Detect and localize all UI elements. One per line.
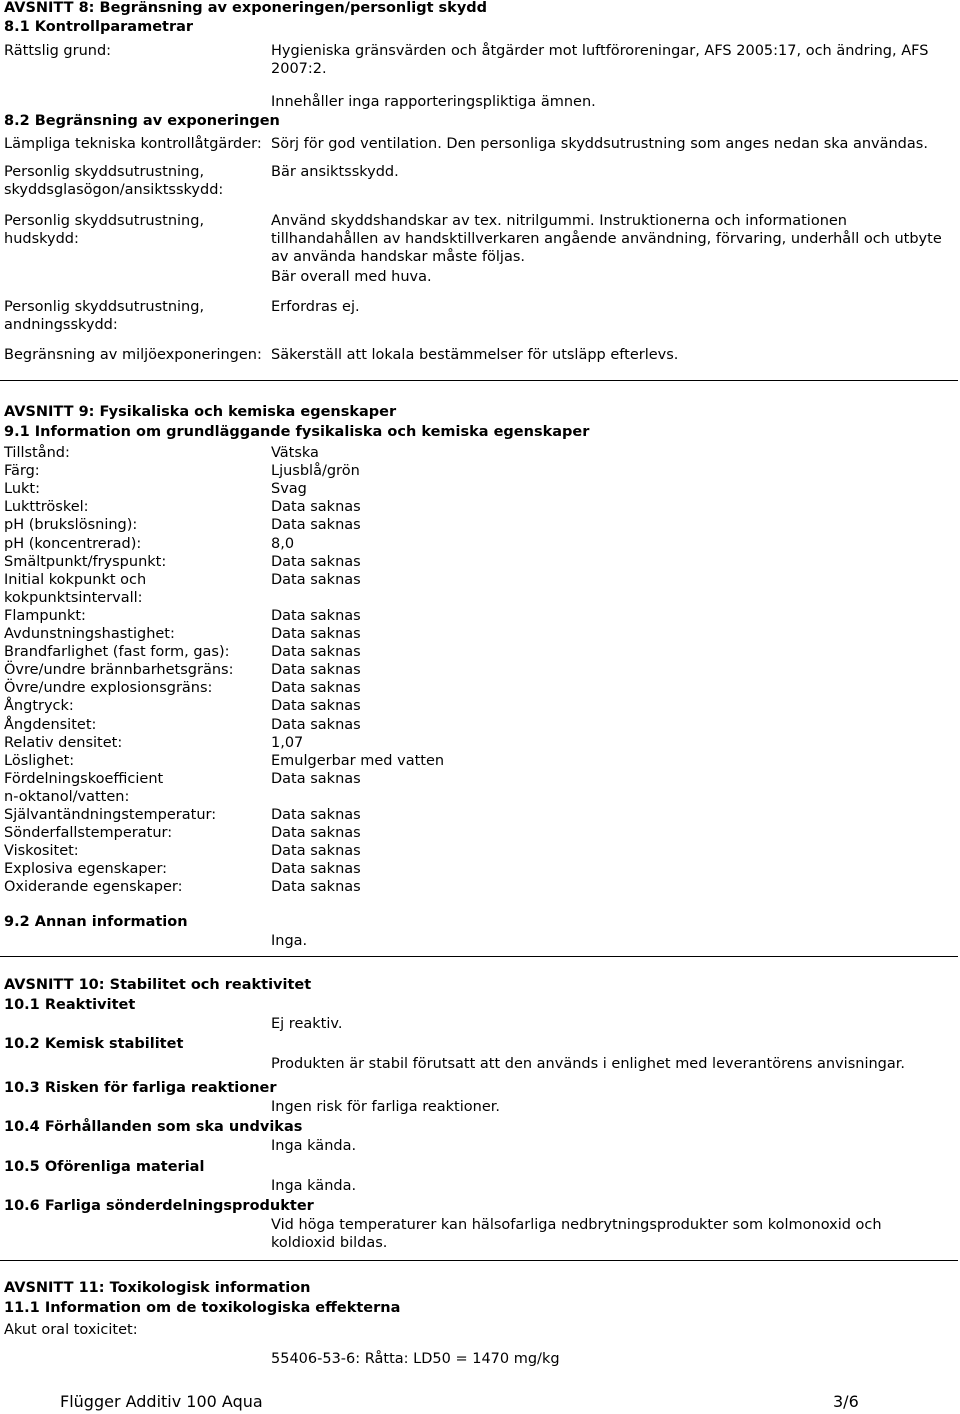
property-value: 8,0 bbox=[271, 535, 295, 552]
property-label: Lukttröskel: bbox=[4, 499, 89, 516]
property-value: Data saknas bbox=[271, 879, 361, 896]
property-value: Data saknas bbox=[271, 680, 361, 697]
section-divider bbox=[0, 956, 958, 957]
chemical-stability-title: 10.2 Kemisk stabilitet bbox=[4, 1036, 184, 1052]
other-information-value: Inga. bbox=[271, 933, 308, 949]
property-label: Initial kokpunkt och kokpunktsintervall: bbox=[4, 571, 147, 606]
property-value: Data saknas bbox=[271, 626, 361, 642]
property-value: Data saknas bbox=[271, 644, 361, 661]
section-11-heading: AVSNITT 11: Toxikologisk information bbox=[4, 1280, 311, 1296]
property-label: Löslighet: bbox=[4, 752, 75, 769]
incompatible-materials-value: Inga kända. bbox=[271, 1178, 357, 1194]
reporting-substances-note: Innehåller inga rapporteringspliktiga ämnen. bbox=[271, 94, 596, 110]
property-label: Färg: bbox=[4, 463, 40, 480]
property-label: Självantändningstemperatur: bbox=[4, 807, 217, 823]
property-value: Ljusblå/grön bbox=[271, 463, 360, 480]
decomposition-products-title: 10.6 Farliga sönderdelningsprodukter bbox=[4, 1198, 314, 1214]
environmental-exposure-label: Begränsning av miljöexponeringen: bbox=[4, 347, 262, 363]
property-label: Flampunkt: bbox=[4, 607, 86, 624]
property-label: Explosiva egenskaper: bbox=[4, 861, 168, 878]
legal-basis-value: Hygieniska gränsvärden och åtgärder mot luftföroreningar, AFS 2005:17, och ändring, AFS 2007:2. bbox=[271, 43, 929, 77]
section-10-heading: AVSNITT 10: Stabilitet och reaktivitet bbox=[4, 977, 312, 993]
engineering-controls-label: Lämpliga tekniska kontrollåtgärder: bbox=[4, 136, 262, 152]
property-label: Ångdensitet: bbox=[4, 716, 97, 733]
property-value: Data saknas bbox=[271, 607, 361, 624]
property-value: 1,07 bbox=[271, 734, 304, 751]
decomposition-products-value: Vid höga temperaturer kan hälsofarliga nedbrytningsprodukter som kolmonoxid och koldioxid bildas. bbox=[271, 1217, 882, 1251]
property-label: Tillstånd: bbox=[4, 445, 70, 461]
skin-protection-value: Använd skyddshandskar av tex. nitrilgummi. Instruktionerna och informationen tillhandahållen av handsktillverkaren angående användning, förvaring, underhåll och utbyte av använda handskar måste följas. bbox=[271, 213, 942, 265]
engineering-controls-value: Sörj för god ventilation. Den personliga skyddsutrustning som anges nedan ska användas. bbox=[271, 136, 928, 152]
subsection-8-2-title: 8.2 Begränsning av exponeringen bbox=[4, 113, 280, 129]
property-label: Oxiderande egenskaper: bbox=[4, 879, 183, 896]
property-value: Vätska bbox=[271, 445, 319, 461]
property-value: Data saknas bbox=[271, 499, 361, 516]
property-value: Data saknas bbox=[271, 571, 361, 588]
property-value: Data saknas bbox=[271, 698, 361, 715]
eye-protection-value: Bär ansiktsskydd. bbox=[271, 164, 399, 180]
reactivity-value: Ej reaktiv. bbox=[271, 1016, 343, 1032]
property-value: Data saknas bbox=[271, 861, 361, 878]
section-divider bbox=[0, 380, 958, 381]
acute-oral-toxicity-label: Akut oral toxicitet: bbox=[4, 1322, 138, 1338]
property-value: Data saknas bbox=[271, 843, 361, 860]
property-label: Brandfarlighet (fast form, gas): bbox=[4, 644, 230, 661]
property-label: Lukt: bbox=[4, 481, 40, 498]
property-label: Relativ densitet: bbox=[4, 734, 123, 751]
property-label: Viskositet: bbox=[4, 843, 79, 860]
property-value: Data saknas bbox=[271, 517, 361, 534]
property-label: Smältpunkt/fryspunkt: bbox=[4, 553, 167, 570]
hazardous-reactions-value: Ingen risk för farliga reaktioner. bbox=[271, 1099, 500, 1115]
property-value: Data saknas bbox=[271, 553, 361, 570]
property-label: Ångtryck: bbox=[4, 698, 74, 715]
subsection-9-1-title: 9.1 Information om grundläggande fysikaliska och kemiska egenskaper bbox=[4, 424, 590, 440]
environmental-exposure-value: Säkerställ att lokala bestämmelser för utsläpp efterlevs. bbox=[271, 347, 679, 363]
respiratory-protection-value: Erfordras ej. bbox=[271, 299, 360, 315]
property-label: Sönderfallstemperatur: bbox=[4, 825, 173, 842]
skin-protection-coverall: Bär overall med huva. bbox=[271, 269, 432, 285]
property-label: Avdunstningshastighet: bbox=[4, 626, 175, 642]
property-value: Emulgerbar med vatten bbox=[271, 752, 445, 769]
section-9-heading: AVSNITT 9: Fysikaliska och kemiska egenskaper bbox=[4, 404, 397, 420]
respiratory-protection-label: Personlig skyddsutrustning, andningsskydd: bbox=[4, 299, 205, 333]
property-value: Data saknas bbox=[271, 825, 361, 842]
skin-protection-label: Personlig skyddsutrustning, hudskydd: bbox=[4, 213, 205, 247]
eye-protection-label: Personlig skyddsutrustning, skyddsglasögon/ansiktsskydd: bbox=[4, 164, 224, 198]
subsection-9-2-title: 9.2 Annan information bbox=[4, 914, 188, 930]
acute-oral-toxicity-value: 55406-53-6: Råtta: LD50 = 1470 mg/kg bbox=[271, 1351, 560, 1367]
subsection-11-1-title: 11.1 Information om de toxikologiska effekterna bbox=[4, 1300, 401, 1316]
property-value: Svag bbox=[271, 481, 307, 498]
property-value: Data saknas bbox=[271, 662, 361, 679]
subsection-8-1-title: 8.1 Kontrollparametrar bbox=[4, 19, 194, 35]
footer-page-number: 3/6 bbox=[833, 1392, 859, 1411]
property-value: Data saknas bbox=[271, 716, 361, 733]
property-value: Data saknas bbox=[271, 807, 361, 823]
conditions-to-avoid-title: 10.4 Förhållanden som ska undvikas bbox=[4, 1119, 303, 1135]
reactivity-title: 10.1 Reaktivitet bbox=[4, 997, 136, 1013]
property-label: pH (koncentrerad): bbox=[4, 535, 142, 552]
property-label: pH (brukslösning): bbox=[4, 517, 138, 534]
conditions-to-avoid-value: Inga kända. bbox=[271, 1138, 357, 1154]
section-divider bbox=[0, 1260, 958, 1261]
footer-product-name: Flügger Additiv 100 Aqua bbox=[60, 1392, 263, 1411]
property-label: Fördelningskoefficient n-oktanol/vatten: bbox=[4, 770, 164, 805]
incompatible-materials-title: 10.5 Oförenliga material bbox=[4, 1159, 205, 1175]
section-8-heading: AVSNITT 8: Begränsning av exponeringen/personligt skydd bbox=[4, 0, 488, 16]
chemical-stability-value: Produkten är stabil förutsatt att den används i enlighet med leverantörens anvisningar. bbox=[271, 1056, 905, 1072]
property-label: Övre/undre brännbarhetsgräns: bbox=[4, 662, 234, 679]
hazardous-reactions-title: 10.3 Risken för farliga reaktioner bbox=[4, 1080, 277, 1096]
property-value: Data saknas bbox=[271, 770, 361, 787]
legal-basis-label: Rättslig grund: bbox=[4, 43, 112, 59]
property-label: Övre/undre explosionsgräns: bbox=[4, 680, 213, 697]
